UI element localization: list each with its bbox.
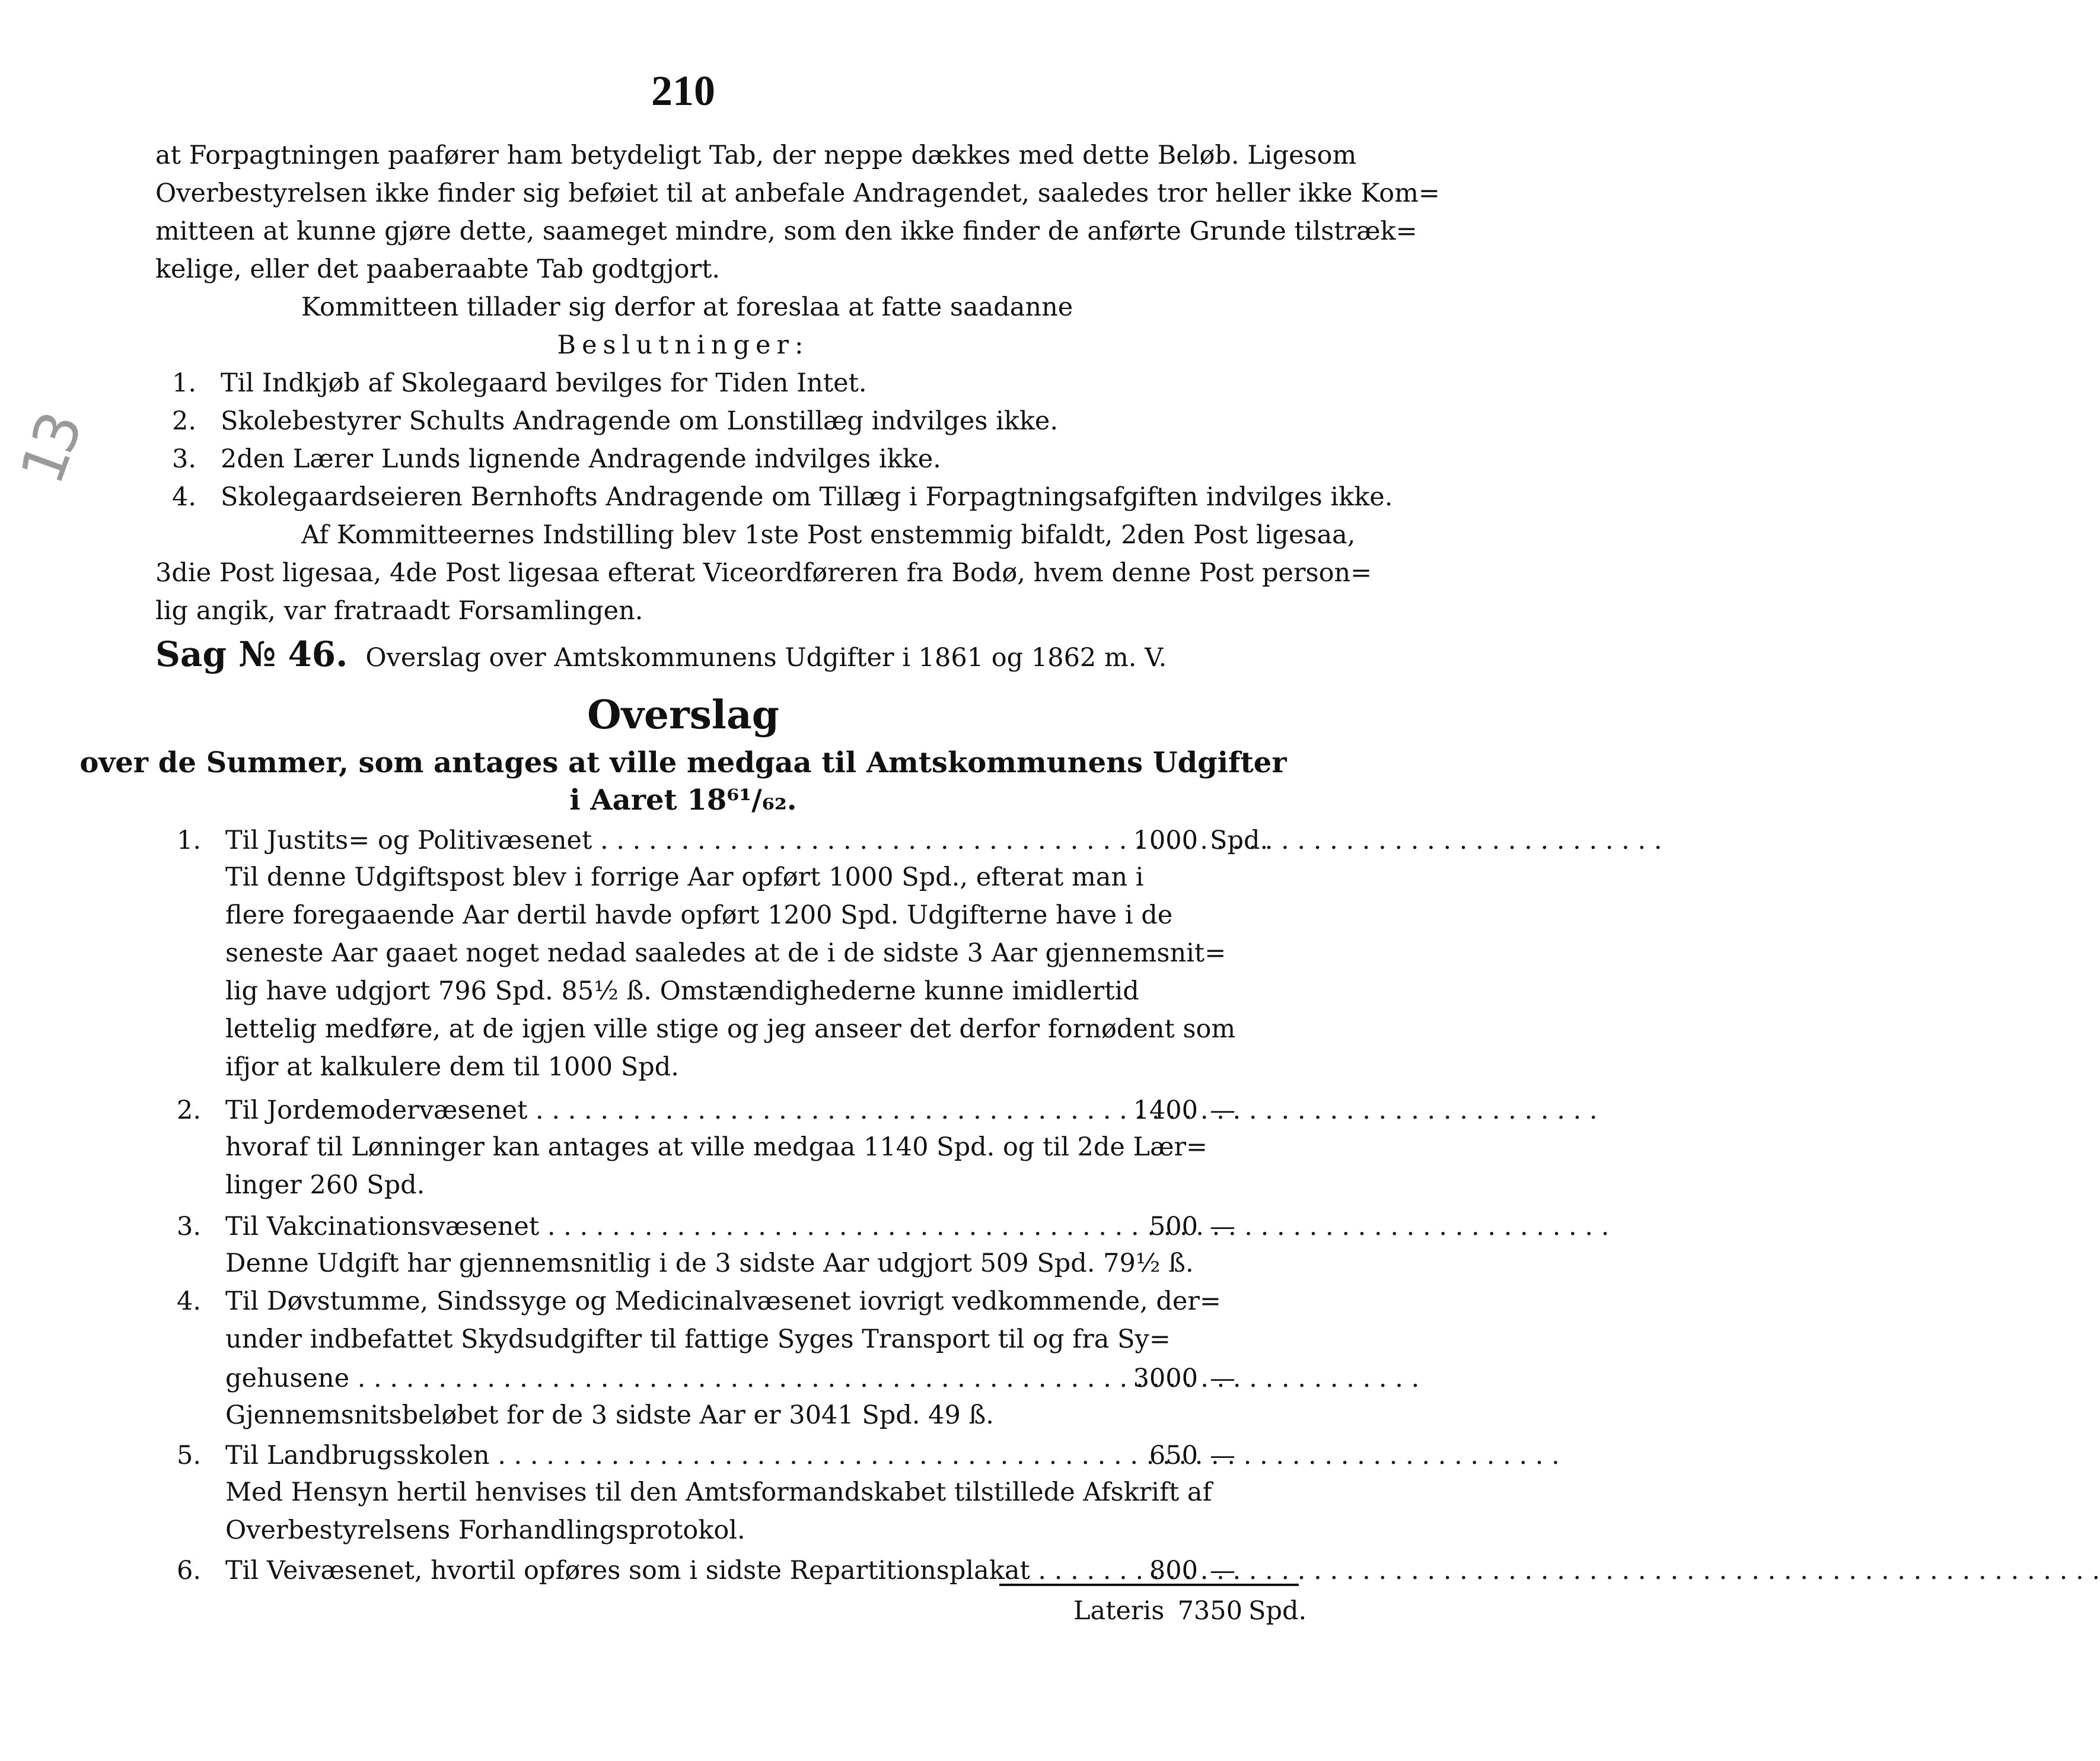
beslutning-number: 3.: [172, 444, 197, 474]
entry-amount: 650: [1149, 1441, 1198, 1470]
overslag-subtitle: over de Summer, som antages at ville medgaa til Amtskommunens Udgifter: [79, 746, 1287, 779]
result-line: 3die Post ligesaa, 4de Post ligesaa efterat Viceordføreren fra Bodø, hvem denne Post person=: [155, 558, 1372, 588]
total-rule: [999, 1584, 1299, 1586]
entry-number: 3.: [177, 1212, 202, 1241]
entry-amount: 500: [1149, 1212, 1198, 1241]
beslutninger-heading: Beslutninger:: [557, 330, 810, 360]
entry-lead-line: under indbefattet Skydsudgifter til fattige Syges Transport til og fra Sy=: [225, 1324, 1171, 1354]
entry-note: linger 260 Spd.: [225, 1170, 425, 1200]
entry-lead-line: Til Døvstumme, Sindssyge og Medicinalvæsenet iovrigt vedkommende, der=: [225, 1286, 1221, 1316]
result-line: lig angik, var fratraadt Forsamlingen.: [155, 596, 643, 626]
intro-line: mitteen at kunne gjøre dette, saameget mindre, som den ikke finder de anførte Grunde tilstræk=: [155, 216, 1417, 246]
entry-amount: 1400: [1133, 1096, 1198, 1125]
entry-unit: —: [1210, 1441, 1235, 1470]
entry-note: Med Hensyn hertil henvises til den Amtsformandskabet tilstillede Afskrift af: [225, 1477, 1212, 1507]
entry-note: Overbestyrelsens Forhandlingsprotokol.: [225, 1515, 745, 1545]
entry-amount: 800: [1149, 1556, 1198, 1585]
sag-text: Overslag over Amtskommunens Udgifter i 1861 og 1862 m. V.: [365, 643, 1167, 673]
result-line: Af Kommitteernes Indstilling blev 1ste Post enstemmig bifaldt, 2den Post ligesaa,: [301, 520, 1356, 550]
entry-unit: —: [1210, 1096, 1235, 1125]
budget-entry: [0, 1208, 1366, 1246]
intro-line: at Forpagtningen paafører ham betydeligt Tab, der neppe dækkes med dette Beløb. Ligesom: [155, 141, 1357, 170]
total-unit: Spd.: [1248, 1596, 1307, 1626]
entry-label: Til Jordemodervæsenet . . .: [225, 1091, 1127, 1129]
beslutning-text: Skolegaardseieren Bernhofts Andragende om Tillæg i Forpagtningsafgiften indvilges ikke.: [221, 482, 1393, 512]
entry-label: Til Justits= og Politivæsenet . . .: [225, 821, 1127, 859]
sag-line: [155, 633, 1282, 675]
entry-note: Denne Udgift har gjennemsnitlig i de 3 sidste Aar udgjort 509 Spd. 79½ ß.: [225, 1249, 1194, 1278]
entry-unit: —: [1210, 1212, 1235, 1241]
overslag-title: Overslag: [587, 692, 779, 738]
entry-note: lig have udgjort 796 Spd. 85½ ß. Omstændighederne kunne imidlertid: [225, 976, 1139, 1006]
page-number: 210: [651, 67, 715, 114]
entry-number: 5.: [177, 1441, 202, 1470]
entry-label: Til Landbrugsskolen . . .: [225, 1437, 1127, 1475]
beslutning-number: 1.: [172, 368, 197, 398]
overslag-year: i Aaret 18⁶¹/₆₂.: [569, 784, 797, 817]
beslutning-text: 2den Lærer Lunds lignende Andragende indvilges ikke.: [221, 444, 941, 474]
entry-unit: —: [1210, 1556, 1235, 1585]
total-label: Lateris: [1073, 1596, 1165, 1626]
entry-label: Til Vakcinationsvæsenet . . .: [225, 1208, 1127, 1246]
entry-unit: Spd.: [1210, 826, 1269, 855]
budget-entry: [0, 1091, 1366, 1129]
entry-unit: —: [1210, 1364, 1235, 1393]
entry-note: Til denne Udgiftspost blev i forrige Aar opført 1000 Spd., efterat man i: [225, 862, 1144, 892]
entry-label: gehusene . . .: [225, 1359, 1127, 1397]
entry-number: 1.: [177, 826, 202, 855]
entry-amount: 1000: [1133, 826, 1198, 855]
beslutning-text: Til Indkjøb af Skolegaard bevilges for Tiden Intet.: [221, 368, 867, 398]
entry-amount: 3000: [1133, 1364, 1198, 1393]
sag-label: Sag № 46.: [155, 634, 348, 674]
beslutning-text: Skolebestyrer Schults Andragende om Lonstillæg indvilges ikke.: [221, 406, 1059, 436]
entry-note: hvoraf til Lønninger kan antages at ville medgaa 1140 Spd. og til 2de Lær=: [225, 1132, 1208, 1162]
total-amount: 7350: [1177, 1596, 1242, 1626]
entry-note: flere foregaaende Aar dertil havde opført 1200 Spd. Udgifterne have i de: [225, 900, 1173, 930]
entry-note: ifjor at kalkulere dem til 1000 Spd.: [225, 1052, 679, 1082]
intro-line: Overbestyrelsen ikke finder sig beføiet til at anbefale Andragendet, saaledes tror heller ikke Kom=: [155, 179, 1440, 208]
entry-label: Til Veivæsenet, hvortil opføres som i sidste Repartitionsplakat . . .: [225, 1552, 1127, 1590]
beslutning-number: 4.: [172, 482, 197, 512]
beslutning-number: 2.: [172, 406, 197, 436]
intro-line: Kommitteen tillader sig derfor at foreslaa at fatte saadanne: [301, 292, 1073, 322]
budget-entry: [0, 1359, 1366, 1397]
entry-number: 2.: [177, 1096, 202, 1125]
margin-annotation: 13: [7, 407, 95, 493]
entry-note: lettelig medføre, at de igjen ville stige og jeg anseer det derfor fornødent som: [225, 1014, 1236, 1044]
entry-number: 6.: [177, 1556, 202, 1585]
intro-line: kelige, eller det paaberaabte Tab godtgjort.: [155, 254, 721, 284]
entry-note: seneste Aar gaaet noget nedad saaledes at de i de sidste 3 Aar gjennemsnit=: [225, 938, 1226, 968]
entry-note: Gjennemsnitsbeløbet for de 3 sidste Aar er 3041 Spd. 49 ß.: [225, 1400, 994, 1430]
budget-entry: [0, 1437, 1366, 1475]
budget-entry: [0, 821, 1366, 859]
entry-number: 4.: [177, 1286, 202, 1316]
